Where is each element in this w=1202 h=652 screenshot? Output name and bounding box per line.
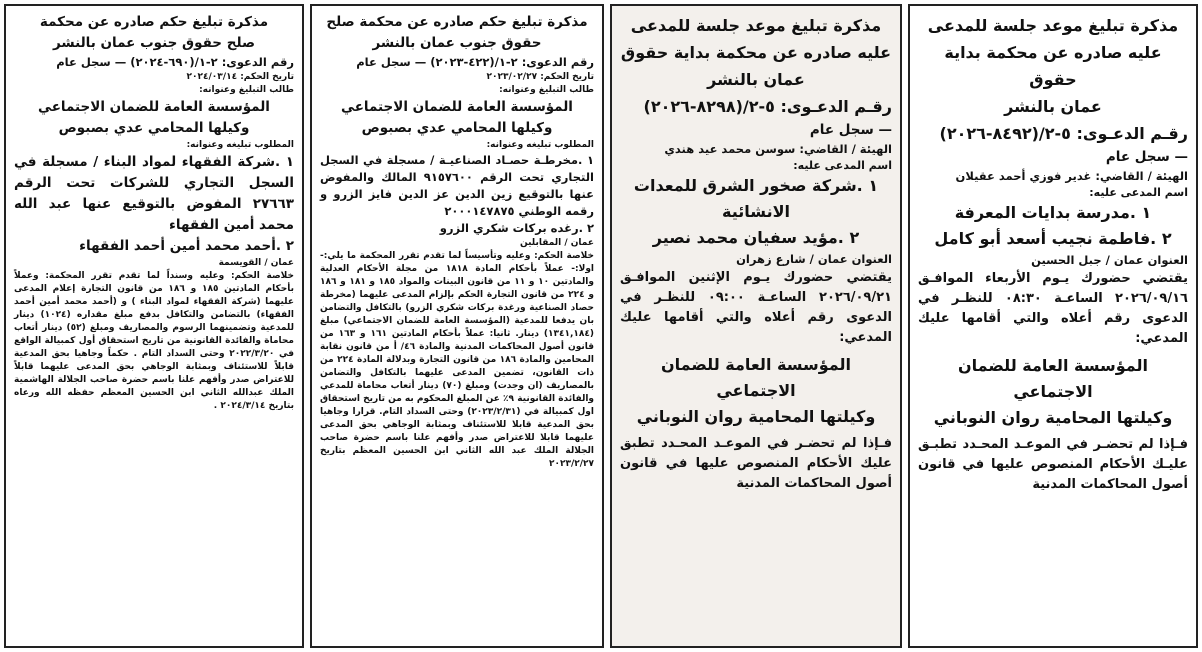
registry-label: — سجل عام (1105, 149, 1188, 165)
notice-judgment-2 (4, 4, 304, 648)
judge-line: الهيئة / القاضي: غدير فوزي أحمد عقيلان (955, 169, 1188, 183)
notice-footer: فـإذا لم تحضـر في الموعـد المحـدد تطبـق عليـك الأحكام المنصوص عليها في قانون أصول المحاكمات المدنية (918, 437, 1188, 492)
target-item: ٢ .رغده بركات شكري الزرو (439, 221, 594, 235)
requester-name: المؤسسة العامة للضمان الاجتماعي (38, 99, 270, 115)
target-item: ٢ .أحمد محمد أمين أحمد الفقهاء (79, 238, 294, 254)
target-item: ١ .مخرطـة حصـاد الصناعيـة / مسجلة في السجل التجاري تحت الرقم ٩١٥٧٦٠٠ المالك والمفوض عنها بالتوقيع زين الدين عز الدين فايز الزرو و رقمه الوطني ٢٠٠٠١٤٧٨٧٥ (320, 153, 594, 218)
defendant-item: ١ .مدرسة بدايات المعرفة (954, 203, 1152, 222)
notice-title: صلح حقوق جنوب عمان بالنشر (52, 35, 256, 51)
defendant-item: ١ .شركة صخور الشرق للمعدات الانشائية (633, 176, 879, 221)
judge-line: الهيئة / القاضي: سوسن محمد عيد هندي (664, 142, 892, 156)
address-line: العنوان عمان / جبل الحسين (1031, 253, 1188, 267)
notice-footer: فـإذا لم تحضـر في الموعـد المحـدد تطبق عليك الأحكام المنصوص عليها في قانون أصول المحاكمات المدنية (620, 436, 892, 491)
defendant-label: اسم المدعى عليه: (793, 159, 892, 172)
plaintiff-name: المؤسسة العامة للضمان الاجتماعي (661, 355, 851, 400)
notice-title: مذكرة تبليغ موعد جلسة للمدعى (927, 16, 1179, 35)
notice-title: حقوق جنوب عمان بالنشر (372, 35, 542, 51)
notice-title: مذكرة تبليغ حكم صادره عن محكمة صلح (326, 14, 588, 30)
plaintiff-attorney: وكيلتها المحامية روان النوباني (933, 408, 1173, 427)
requester-label: طالب التبليغ وعنوانه: (499, 85, 594, 95)
notice-judgment-1 (310, 4, 604, 648)
address-line: العنوان عمان / شارع زهران (736, 252, 892, 266)
notice-title: عمان بالنشر (1004, 97, 1102, 116)
judgment-date: تاريخ الحكم: ٢٠٢٣/٠٢/٢٧ (486, 72, 594, 82)
defendant-item: ٢ .مؤيد سفيان محمد نصير (652, 228, 860, 247)
notice-title: عمان بالنشر (707, 70, 805, 89)
plaintiff-attorney: وكيلتها المحامية روان النوباني (636, 407, 876, 426)
judgment-summary: خلاصة الحكم: وعليه وتأسيساً لما تقدم تقرر المحكمة ما يلي:- اولا:- عملاً بأحكام المادة ١٨١٨ من مجلة الأحكام العدلية والمادتين ١٠ و ١١ من قانون البينات والمواد ١٨٥ و ١٨١ و ١٨٦ و ٢٢٤ من قانون التجارة الحكم بإلزام المدعى عليهما (مخرطة حصاد الصناعية ورغدة بركات شكري الزرو) بالتكافل والتضامن بان يدفعا للمدعية (المؤسسة العامة للضمان الاجتماعي) مبلغ (١٣٤١,١٨٤) دينار. ثانيا: عملاً بأحكام المادتين ١٦١ و ١٦٣ من قانون أصول المحاكمات المدنية والمادة ٤٦/ أ من قانون نقابة المحامين والمادة ١٨٦ من قانون التجارة وبدلالة المادة ٢٢٤ من ذات القانون، تضمين المدعى عليهما بالتكافل والتضامن بالمصاريف (ان وجدت) ومبلغ (٧٠) دينار أتعاب محاماة للمدعي والفائدة القانونية ٩٪ عن المبلغ المحكوم به من تاريخ استحقاق اول كمبيالة في (٢٠٢٣/٢/٣١) وحتى السداد التام. قرارا وجاهيا بحق المدعية قابلا للاستئناف وبمثابة الوجاهي بحق المدعى عليهما قابلا للاعتراض صدر وأفهم علنا باسم حضرة صاحب الجلالة الملك عبد الله الثاني ابن الحسين المعظم بتاريخ ٢٠٢٣/٢/٢٧ (320, 251, 595, 469)
judgment-summary: خلاصة الحكم: وعليه وسنداً لما تقدم تقرر المحكمة: وعملاً بأحكام المادتين ١٨٥ و ١٨٦ من قانون التجارة إعلام المدعى عليهما (شركة الفقهاء لمواد البناء ) و (أحمد محمد أمين أحمد الفقهاء) بالتضامن والتكافل بدفع مبلغ مقداره (١٠٢٤) دينار للمدعية وتضمينهما الرسوم والمصاريف ومبلغ (٥٢) دينار أتعاب محاماة والفائدة القانونية من تاريخ استحقاق أول كمبيالة الواقع في ٢٠٢٢/٣/٢٠ وحتى السداد التام . حكماً وجاهيا بحق المدعية قابلاً للاستئناف وبمثابة الوجاهي بحق المدعى عليهما قابلاً للاعتراض صدر وأفهم علنا باسم حضرة صاحب الجلالة الهاشمية الملك عبدالله الثاني ابن الحسين المعظم حفظه الله ورعاه بتاريخ ٢٠٢٤/٣/١٤ . (14, 271, 294, 411)
notice-hearing-1 (908, 4, 1198, 648)
target-label: المطلوب تبليغه وعنوانه: (486, 140, 594, 150)
notice-title: عليه صادره عن محكمة بداية حقوق (620, 43, 892, 62)
case-number: رقـم الدعـوى: ٥-٢/(٨٤٩٢-٢٠٢٦) (939, 124, 1188, 143)
registry-label: — سجل عام (809, 122, 892, 138)
plaintiff-name: المؤسسة العامة للضمان الاجتماعي (958, 356, 1148, 401)
judgment-date: تاريخ الحكم: ٢٠٢٤/٠٣/١٤ (186, 72, 294, 82)
target-label: المطلوب تبليغه وعنوانه: (186, 140, 294, 150)
case-number: رقم الدعوى: ٢-١/(٤٢٢-٢٠٢٣) — سجل عام (356, 55, 594, 69)
requester-attorney: وكيلها المحامي عدي بصبوص (58, 120, 250, 136)
requester-label: طالب التبليغ وعنوانه: (199, 85, 294, 95)
case-number: رقـم الدعـوى: ٥-٢/(٨٢٩٨-٢٠٢٦) (643, 97, 892, 116)
notice-title: مذكرة تبليغ حكم صادره عن محكمة (39, 14, 269, 30)
address-line: عمان / القويسمة (218, 258, 294, 268)
requester-attorney: وكيلها المحامي عدي بصبوص (361, 120, 553, 136)
notice-title: مذكرة تبليغ موعد جلسة للمدعى (630, 16, 882, 35)
address-line: عمان / المقابلين (520, 238, 594, 248)
requester-name: المؤسسة العامة للضمان الاجتماعي (341, 99, 573, 115)
hearing-body: يقتضي حضورك يـوم الأربعاء الموافـق ٢٠٢٦/٠٩/١٦ الساعـة ٠٨:٣٠ للنظـر في الدعوى رقم أعلاه والتي أقامها عليك المدعي: (918, 271, 1188, 346)
defendant-label: اسم المدعى عليه: (1089, 186, 1188, 199)
hearing-body: يقتضي حضورك يـوم الإثنين الموافـق ٢٠٢٦/٠٩/٢١ الساعـة ٠٩:٠٠ للنظـر في الدعوى رقم أعلاه والتي أقامها عليك المدعي: (620, 270, 892, 345)
defendant-item: ٢ .فاطمة نجيب أسعد أبو كامل (934, 229, 1172, 248)
notice-title: عليه صادره عن محكمة بداية حقوق (944, 43, 1162, 89)
notice-hearing-2 (610, 4, 902, 648)
case-number: رقم الدعوى: ٢-١/(٦٩٠-٢٠٢٤) — سجل عام (56, 55, 294, 69)
target-item: ١ .شركة الفقهاء لمواد البناء / مسجلة في السجل التجاري للشركات تحت الرقم ٢٧٦٦٣ المفوض بالتوقيع عنها عبد الله محمد أمين الفقهاء (14, 154, 294, 233)
